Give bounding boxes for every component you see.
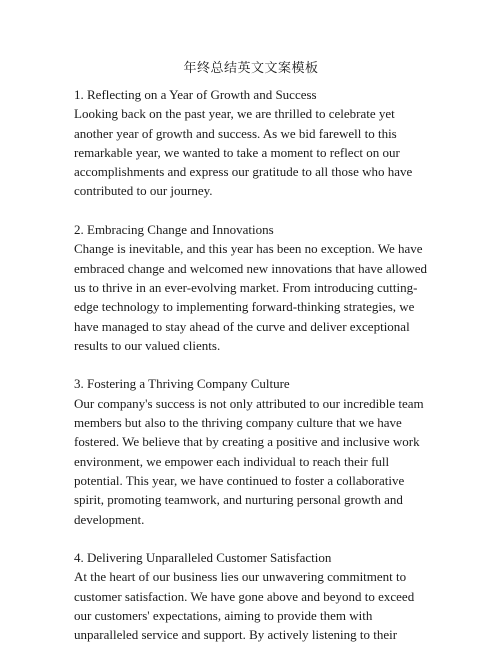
section-2: [74, 220, 434, 355]
section-4: [74, 548, 434, 644]
section-body: At the heart of our business lies our unwavering commitment to customer satisfaction. We have gone above and beyond to exceed our customers' expectations, aiming to provide them with unparalleled service and support. By actively listening to their: [74, 569, 415, 643]
section-body: Looking back on the past year, we are thrilled to celebrate yet another year of growth and success. As we bid farewell to this remarkable year, we wanted to take a moment to reflect on our accomplishments and express our gratitude to all those who have contributed to our journey.: [74, 106, 413, 199]
section-body: Our company's success is not only attributed to our incredible team members but also to the thriving company culture that we have fostered. We believe that by creating a positive and inclusive work environment, we empower each individual to reach their full potential. This year, we have continued to foster a collaborative spirit, promoting teamwork, and nurturing personal growth and development.: [74, 395, 424, 527]
section-1: [74, 85, 434, 201]
section-3: [74, 374, 434, 528]
document-title: 年终总结英文文案模板: [183, 60, 319, 75]
section-heading: 4. Delivering Unparalleled Customer Satisfaction: [74, 550, 332, 566]
section-body: Change is inevitable, and this year has been no exception. We have embraced change and welcomed new innovations that have allowed us to thrive in an ever-evolving market. From introducing cutting-edge technology to implementing forward-thinking strategies, we have managed to stay ahead of the curve and deliver exceptional results to our valued clients.: [74, 241, 428, 353]
section-heading: 2. Embracing Change and Innovations: [74, 222, 274, 238]
section-heading: 3. Fostering a Thriving Company Culture: [74, 376, 290, 392]
section-heading: 1. Reflecting on a Year of Growth and Success: [74, 87, 317, 102]
document-content: [74, 85, 434, 664]
